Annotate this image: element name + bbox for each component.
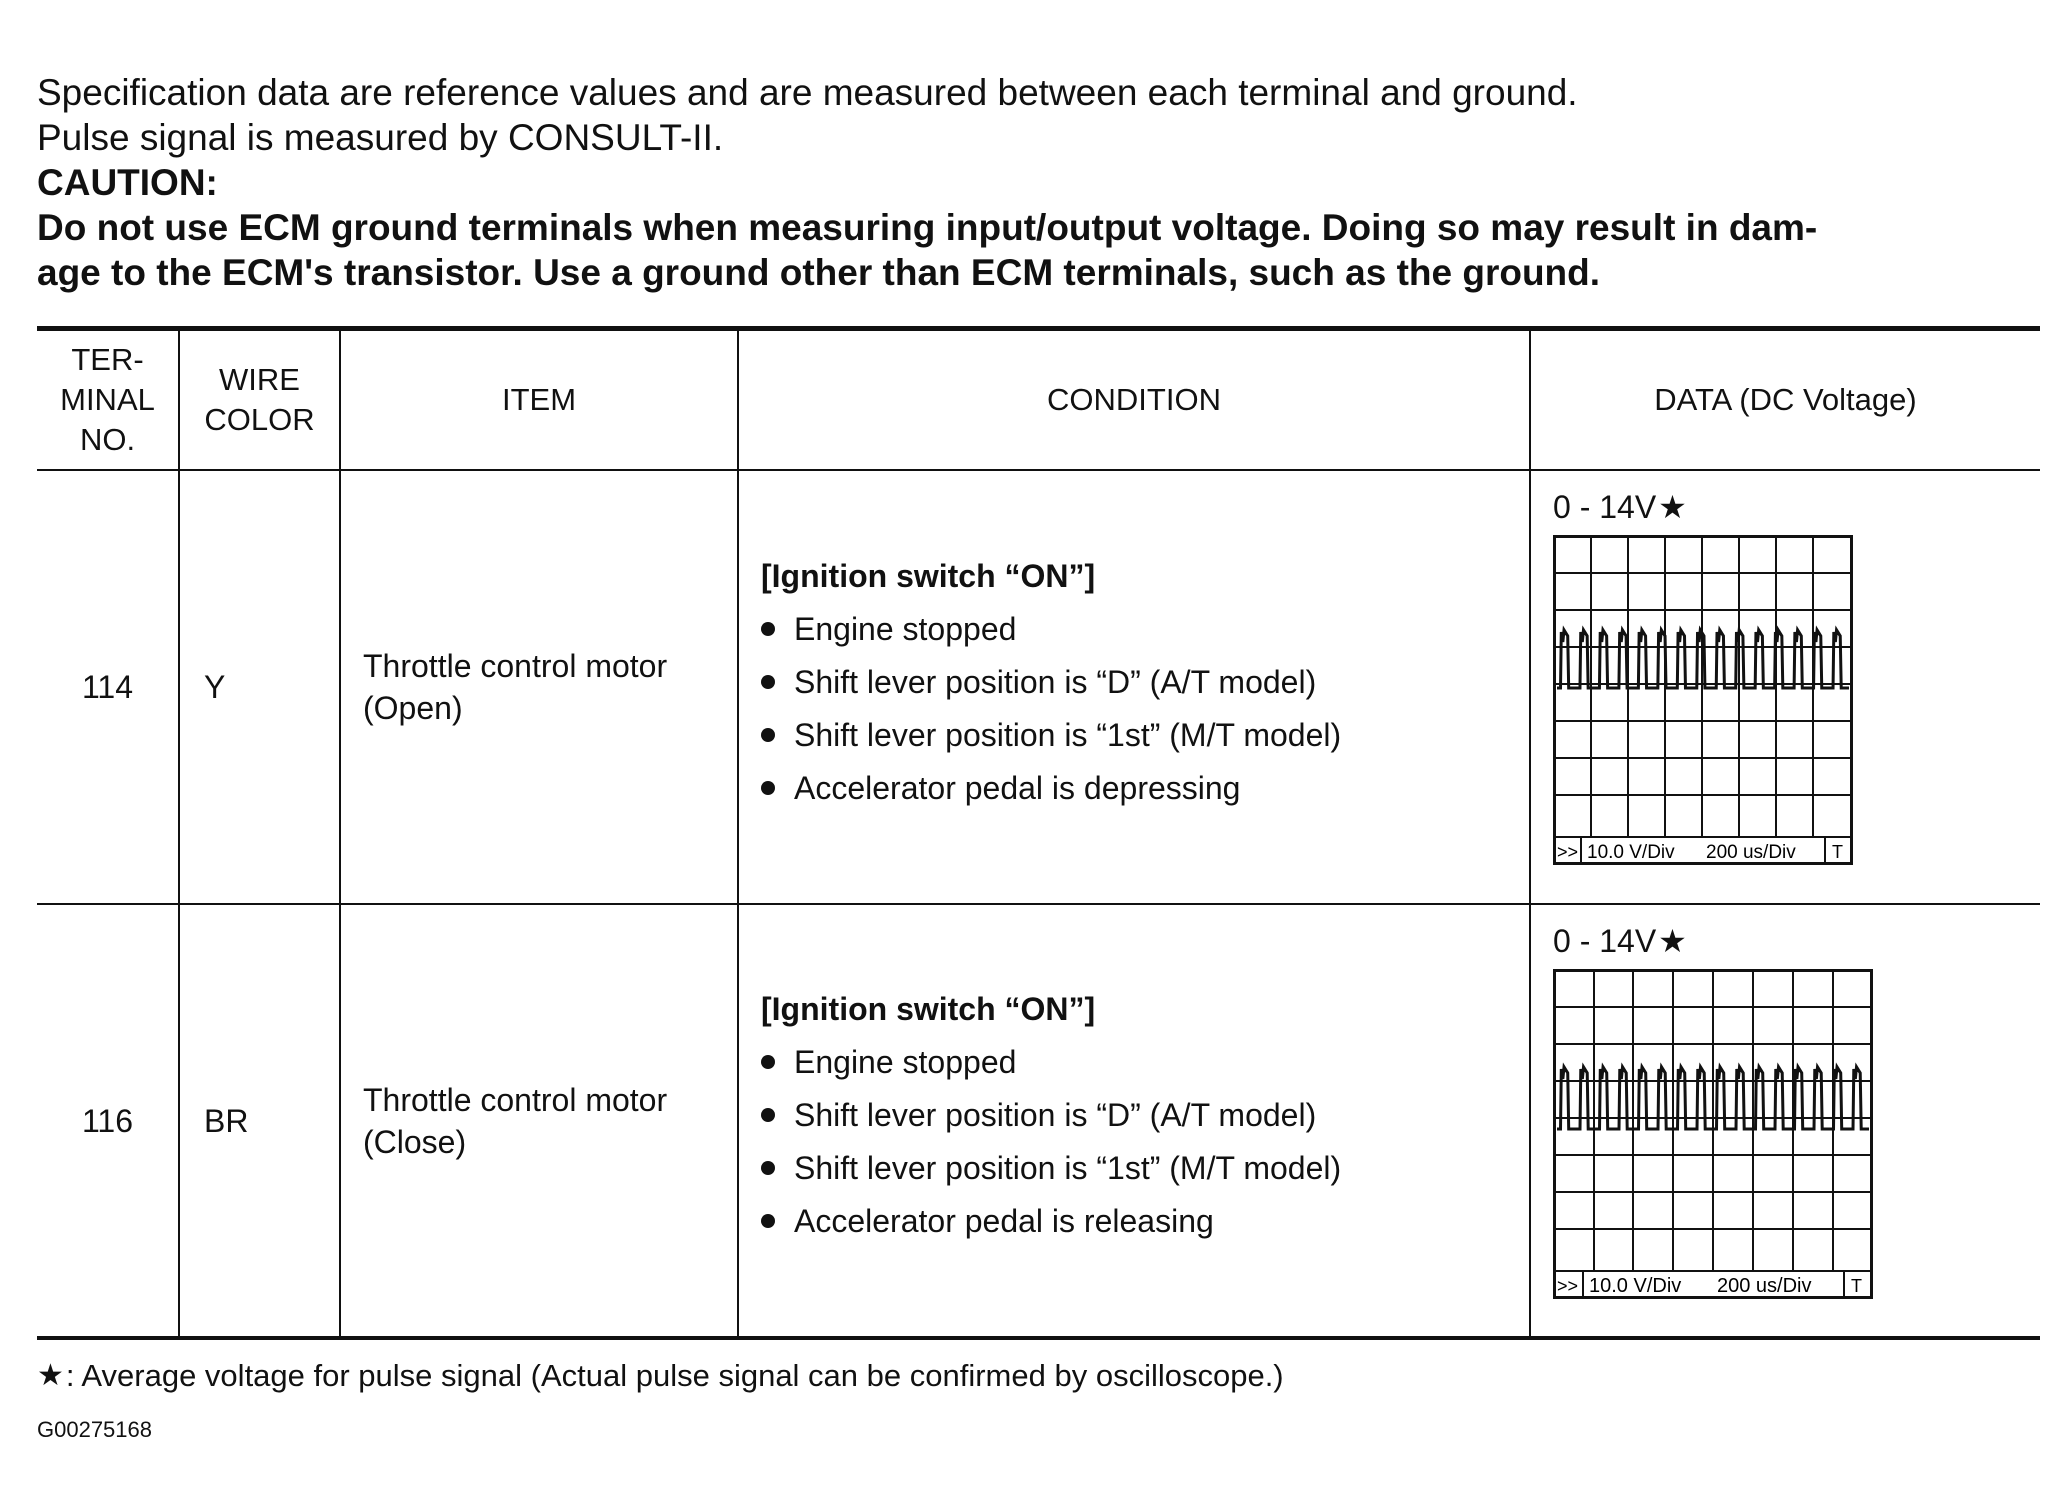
condition-title: [Ignition switch “ON”] [761, 557, 1096, 594]
list-item [761, 767, 1529, 809]
list-item [761, 1200, 1529, 1242]
caution-text-line-1: Do not use ECM ground terminals when measuring input/output voltage. Doing so may result in dam- [37, 207, 1818, 248]
scope-tdiv: 200 us/Div [1717, 1275, 1812, 1297]
bullet-icon [761, 781, 775, 795]
header-item: ITEM [340, 329, 738, 471]
wire-color: Y [179, 470, 340, 904]
list-item [761, 608, 1529, 650]
condition-cell [738, 470, 1530, 904]
caution-text-line-2: age to the ECM's transistor. Use a ground other than ECM terminals, such as the ground. [37, 252, 1601, 293]
pulse-note: Pulse signal is measured by CONSULT-II. [37, 117, 724, 158]
condition-text: Accelerator pedal is releasing [794, 1203, 1214, 1239]
scope-trigger: T [1851, 1276, 1862, 1296]
list-item [761, 1094, 1529, 1136]
item-cell [340, 470, 738, 904]
bullet-icon [761, 1161, 775, 1175]
scope-tdiv: 200 us/Div [1706, 842, 1796, 863]
header-terminal-no [37, 329, 179, 471]
voltage-text: 0 - 14V [1553, 923, 1657, 959]
header-condition: CONDITION [738, 329, 1530, 471]
spec-note: Specification data are reference values and are measured between each terminal and ground. [37, 72, 1578, 113]
list-item [761, 1147, 1529, 1189]
condition-list [761, 1041, 1529, 1242]
voltage-text: 0 - 14V [1553, 489, 1657, 525]
table-row [37, 470, 2040, 904]
terminal-no: 116 [81, 1102, 133, 1139]
header-data: DATA (DC Voltage) [1530, 329, 2040, 471]
condition-text: Shift lever position is “1st” (M/T model) [794, 716, 1342, 753]
voltage-value [1553, 487, 2040, 527]
footnote-text: : Average voltage for pulse signal (Actual pulse signal can be confirmed by oscilloscope.) [65, 1358, 1284, 1393]
footnote [37, 1356, 1284, 1396]
condition-cell [738, 904, 1530, 1338]
item-line-1: Throttle control motor [363, 648, 668, 684]
star-icon: ★ [1658, 923, 1687, 959]
star-icon: ★ [37, 1359, 64, 1392]
list-item [761, 714, 1529, 756]
condition-text: Engine stopped [794, 1044, 1017, 1080]
condition-text: Shift lever position is “1st” (M/T model) [794, 1150, 1342, 1186]
item-cell [340, 904, 738, 1338]
condition-list [761, 608, 1529, 809]
condition-text: Accelerator pedal is depressing [794, 769, 1241, 806]
scope-vdiv: 10.0 V/Div [1587, 842, 1675, 863]
bullet-icon [761, 1055, 775, 1069]
voltage-value [1553, 921, 2040, 961]
header-terminal-line-2: MINAL [60, 382, 155, 417]
bullet-icon [761, 1214, 775, 1228]
terminal-no: 114 [81, 669, 133, 705]
scope-trigger: T [1832, 842, 1843, 862]
header-wire-color [179, 329, 340, 471]
condition-title: [Ignition switch “ON”] [761, 991, 1096, 1027]
caution-title: CAUTION: [37, 162, 218, 203]
item-line-2: (Open) [363, 690, 463, 726]
table-row [37, 904, 2040, 1338]
item-line-1: Throttle control motor [363, 1081, 668, 1118]
condition-text: Shift lever position is “D” (A/T model) [794, 663, 1317, 700]
scope-vdiv: 10.0 V/Div [1589, 1275, 1682, 1297]
item-line-2: (Close) [363, 1123, 467, 1160]
condition-text: Engine stopped [794, 610, 1017, 647]
bullet-icon [761, 728, 775, 742]
list-item [761, 1041, 1529, 1083]
header-wire-line-1: WIRE [219, 362, 300, 397]
oscilloscope-waveform-116 [1553, 969, 1873, 1299]
header-terminal-line-3: NO. [79, 422, 136, 457]
figure-code: G00275168 [37, 1417, 152, 1442]
star-icon: ★ [1658, 489, 1687, 525]
oscilloscope-waveform-114 [1553, 535, 1853, 865]
bullet-icon [761, 675, 775, 689]
header-terminal-line-1: TER- [71, 342, 144, 377]
condition-text: Shift lever position is “D” (A/T model) [794, 1097, 1317, 1133]
scope-prefix: >> [1557, 1276, 1579, 1296]
bullet-icon [761, 622, 775, 636]
wire-color: BR [179, 904, 340, 1338]
terminal-spec-table [37, 326, 2040, 1340]
data-cell [1530, 470, 2040, 904]
scope-prefix: >> [1557, 842, 1579, 862]
intro-block [37, 70, 2037, 295]
table-header-row [37, 329, 2040, 471]
list-item [761, 661, 1529, 703]
bullet-icon [761, 1108, 775, 1122]
header-wire-line-2: COLOR [204, 402, 315, 437]
data-cell [1530, 904, 2040, 1338]
